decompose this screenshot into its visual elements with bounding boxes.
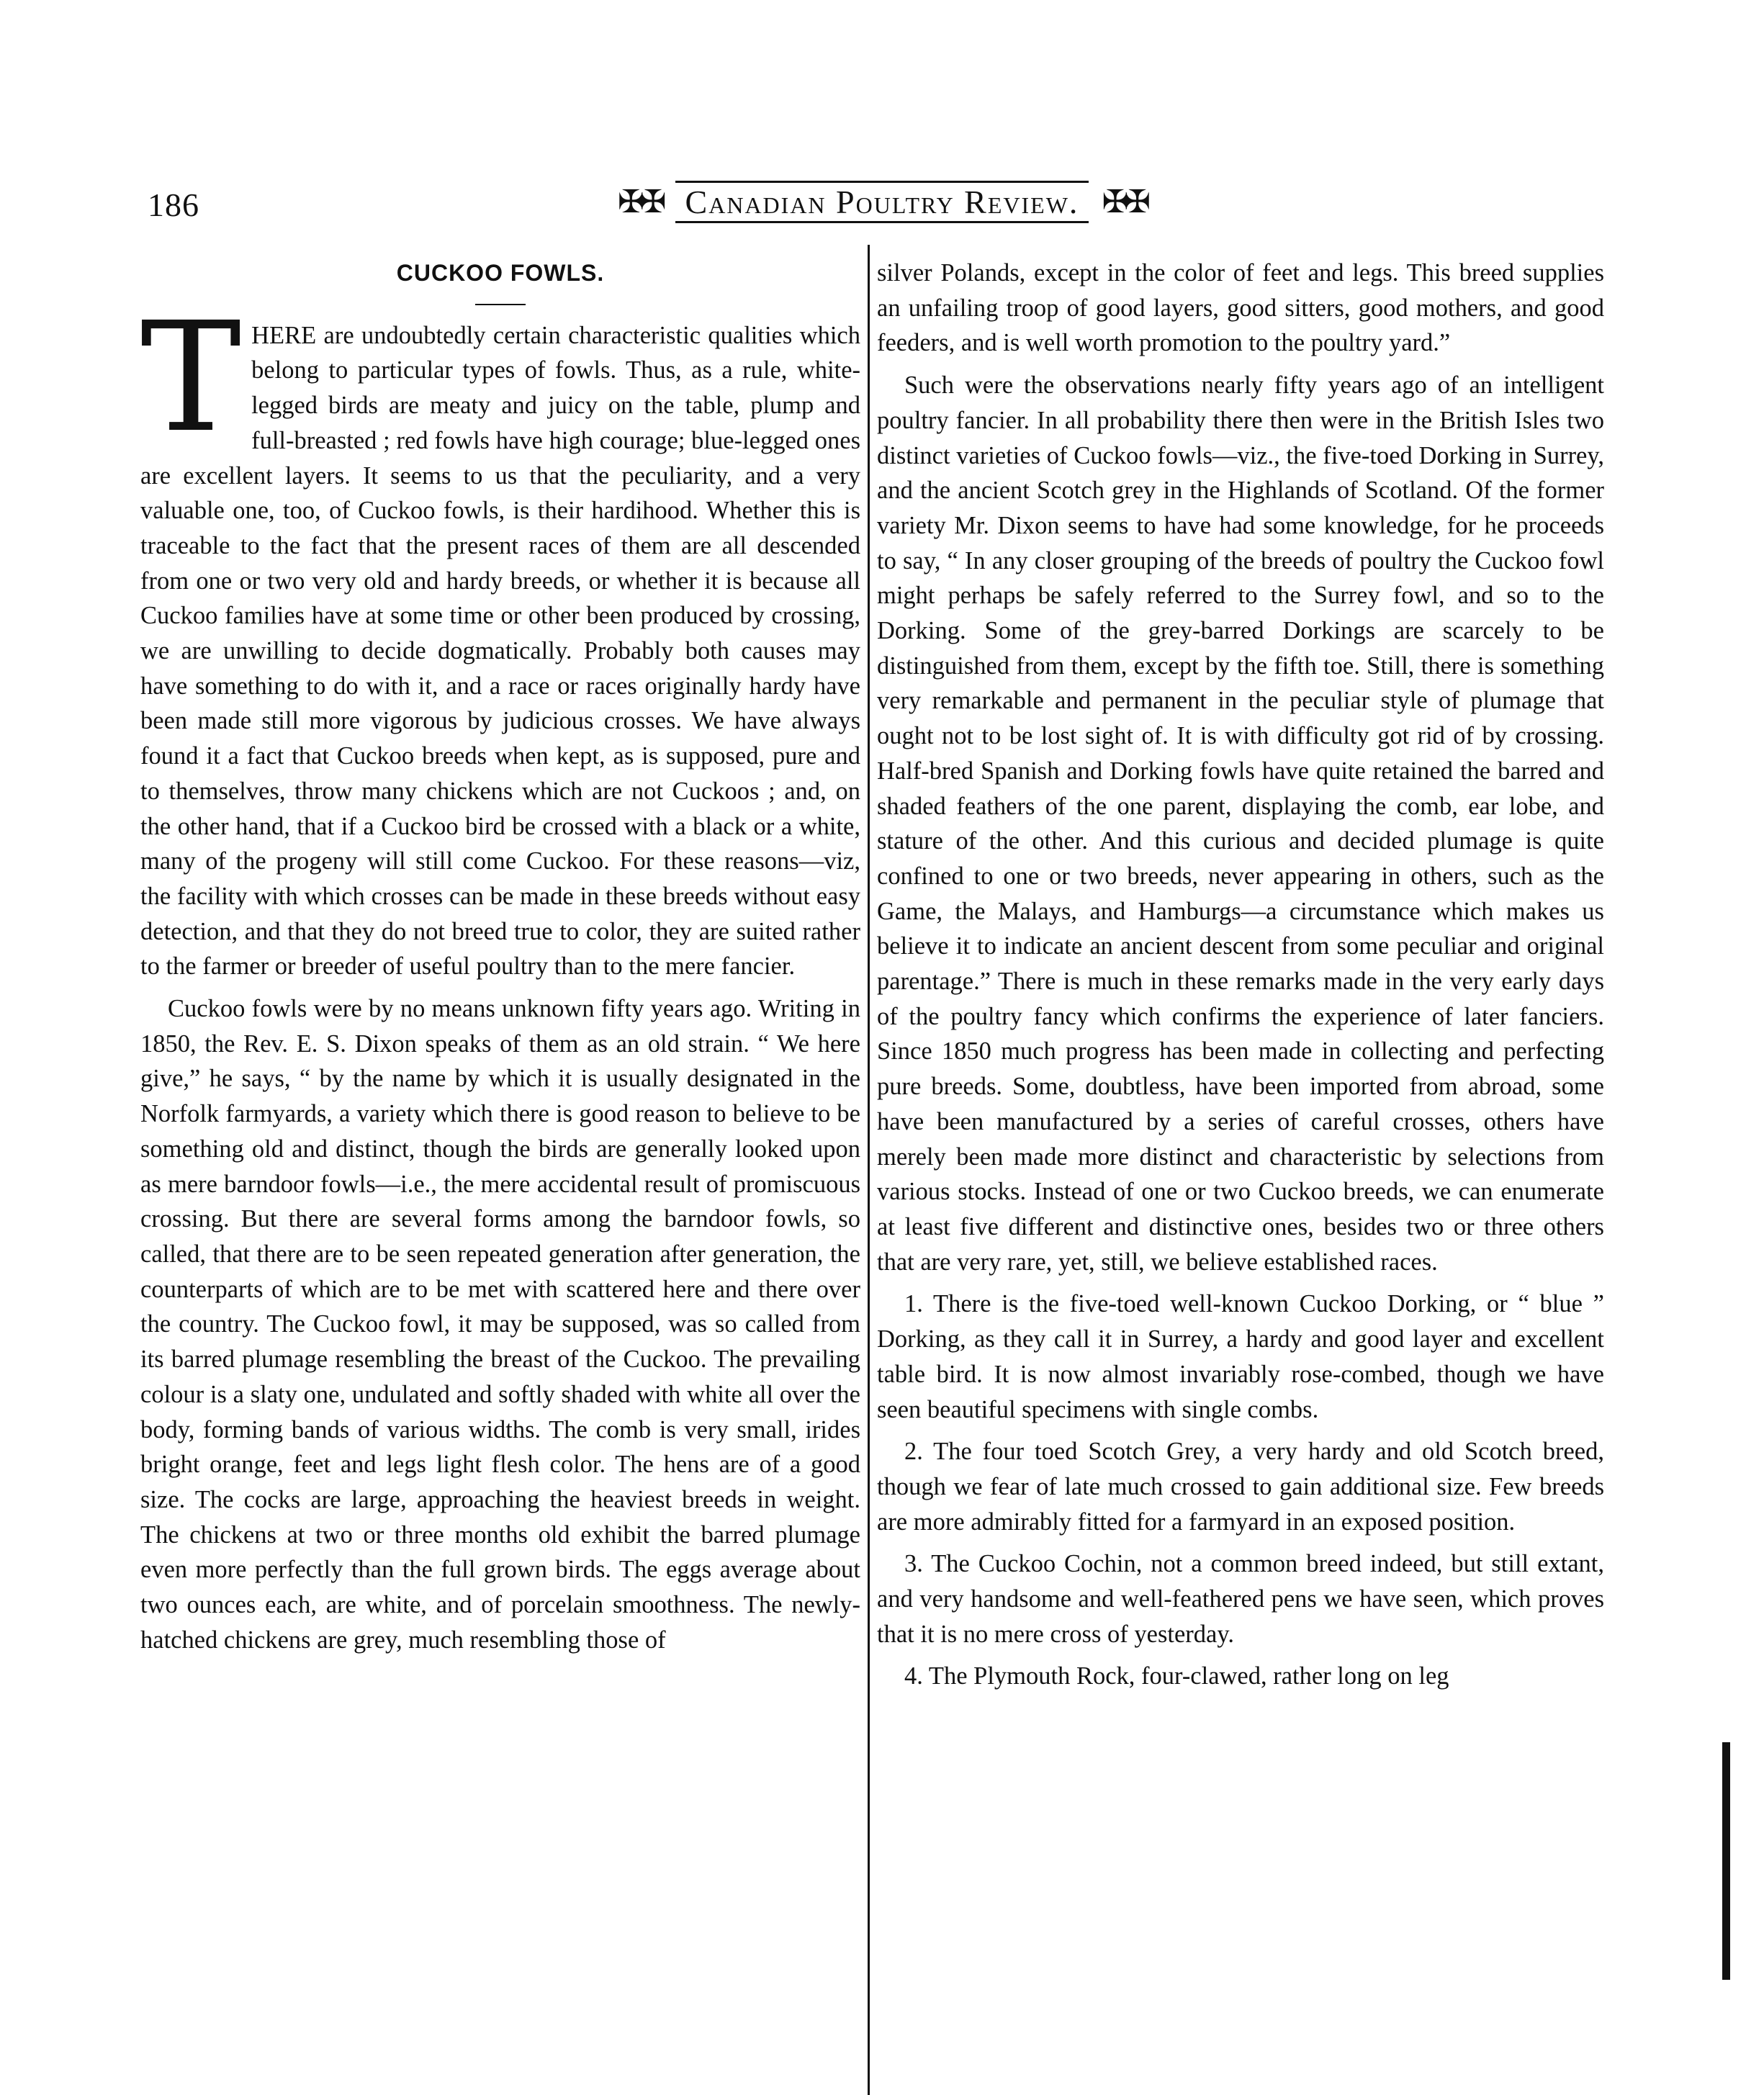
masthead <box>576 176 1188 227</box>
list-item-4: 4. The Plymouth Rock, four-clawed, rather long on leg <box>904 1662 1449 1690</box>
list-item-3: 3. The Cuckoo Cochin, not a common breed indeed, but still extant, and very handsome and well-feathered pens we have seen, which proves that it is no mere cross of yesterday. <box>877 1550 1604 1648</box>
right-column <box>877 256 1604 1701</box>
list-item-1: 1. There is the five-toed well-known Cuckoo Dorking, or “ blue ” Dorking, as they call it in Surrey, a hardy and good layer and excellent table bird. It is now almost invariably rose-combed, though we have seen beautiful specimens with single combs. <box>877 1290 1604 1423</box>
list-item-2: 2. The four toed Scotch Grey, a very hardy and old Scotch breed, though we fear of late much crossed to gain additional size. Few breeds are more admirably fitted for a farmyard in an exposed position. <box>877 1438 1604 1536</box>
journal-title: Canadian Poultry Review. <box>675 181 1089 223</box>
left-column <box>140 256 860 1664</box>
ornament-right-icon: ✠✠ <box>1102 184 1147 220</box>
title-rule <box>475 304 526 305</box>
paragraph-1-text: are undoubtedly certain characteristic qualities which belong to particular types of fowls. Thus, as a rule, white-legged birds are meaty and juicy on the table, plump and full-breasted ; red fowls have high courage; blue-legged ones are excellent layers. It seems to us that the peculiarity, and a very valuable one, too, of Cuckoo fowls, is their hardihood. Whether this is traceable to the fact that the present races of them are all descended from one or two very old and hardy breeds, or whether it is because all Cuckoo families have at some time or other been produced by crossing, we are unwilling to decide dogmatically. Probably both causes may have something to do with it, and a race or races originally hardy have been made still more vigorous by judicious crosses. We have always found it a fact that Cuckoo breeds when kept, as is supposed, pure and to themselves, throw many chickens which are not Cuckoos ; and, on the other hand, that if a Cuckoo bird be crossed with a black or a white, many of the progeny will still come Cuckoo. For these reasons—viz, the facility with which crosses can be made in these breeds without easy detection, and that they do not breed true to color, they are suited rather to the farmer or breeder of useful poultry than to the mere fancier. <box>140 321 860 981</box>
page-number: 186 <box>148 186 199 223</box>
lead-caps: HERE <box>251 321 317 349</box>
article-title: CUCKOO FOWLS. <box>396 260 605 286</box>
ornament-left-icon: ✠✠ <box>617 184 662 220</box>
paragraph-2: Cuckoo fowls were by no means unknown fifty years ago. Writing in 1850, the Rev. E. S. Dixon speaks of them as an old strain. “ We here give,” he says, “ by the name by which it is usually designated in the Norfolk farmyards, a variety which there is good reason to believe to be something old and distinct, though the birds are generally looked upon as mere barndoor fowls—i.e., the mere accidental result of promiscuous crossing. But there are several forms among the barndoor fowls, so called, that there are to be seen repeated generation after generation, the counterparts of which are to be met with scattered here and there over the country. The Cuckoo fowl, it may be supposed, was so called from its barred plumage resembling the breast of the Cuckoo. The prevailing colour is a slaty one, undulated and softly shaded with white all over the body, forming bands of various widths. The comb is very small, irides bright orange, feet and legs light flesh color. The hens are of a good size. The cocks are large, approaching the heaviest breeds in weight. The chickens at two or three months old exhibit the barred plumage even more perfectly than the full grown birds. The eggs average about two ounces each, are white, and of porcelain smoothness. The newly-hatched chickens are grey, much resembling those of <box>140 995 860 1654</box>
paragraph-1 <box>140 289 860 984</box>
paragraph-4: Such were the observations nearly fifty years ago of an intelligent poultry fancier. In all probability there then were in the British Isles two distinct varieties of Cuckoo fowls—viz., the five-toed Dorking in Surrey, and the ancient Scotch grey in the Highlands of Scotland. Of the former variety Mr. Dixon seems to have had some knowledge, for he proceeds to say, “ In any closer grouping of the breeds of poultry the Cuckoo fowl might perhaps be safely referred to the Surrey fowl, and so to the Dorking. Some of the grey-barred Dorkings are scarcely to be distinguished from them, except by the fifth toe. Still, there is something very remarkable and permanent in the peculiar style of plumage that ought not to be lost sight of. It is with difficulty got rid of by crossing. Half-bred Spanish and Dorking fowls have quite retained the barred and shaded feathers of the one parent, displaying the comb, ear lobe, and stature of the other. And this curious and decided plumage is quite confined to one or two breeds, never appearing in others, such as the Game, the Malays, and Hamburgs—a circumstance which makes us believe it to indicate an ancient descent from some peculiar and original parentage.” There is much in these remarks made in the very early days of the poultry fancy which confirms the experience of later fanciers. Since 1850 much progress has been made in collecting and perfecting pure breeds. Some, doubtless, have been imported from abroad, some have been manufactured by a series of careful crosses, others have merely been made more distinct and characteristic by selections from various stocks. Instead of one or two Cuckoo breeds, we can enumerate at least five different and distinctive ones, besides two or three others that are very rare, yet, still, we believe established races. <box>877 371 1604 1276</box>
column-divider <box>868 245 870 2095</box>
paragraph-3: silver Polands, except in the color of feet and legs. This breed supplies an unfailing troop of good layers, good sitters, good mothers, and good feeders, and is well worth promotion to the poultry yard.” <box>877 259 1604 357</box>
drop-cap: T <box>140 289 242 466</box>
page-edge-mark <box>1722 1742 1730 1980</box>
